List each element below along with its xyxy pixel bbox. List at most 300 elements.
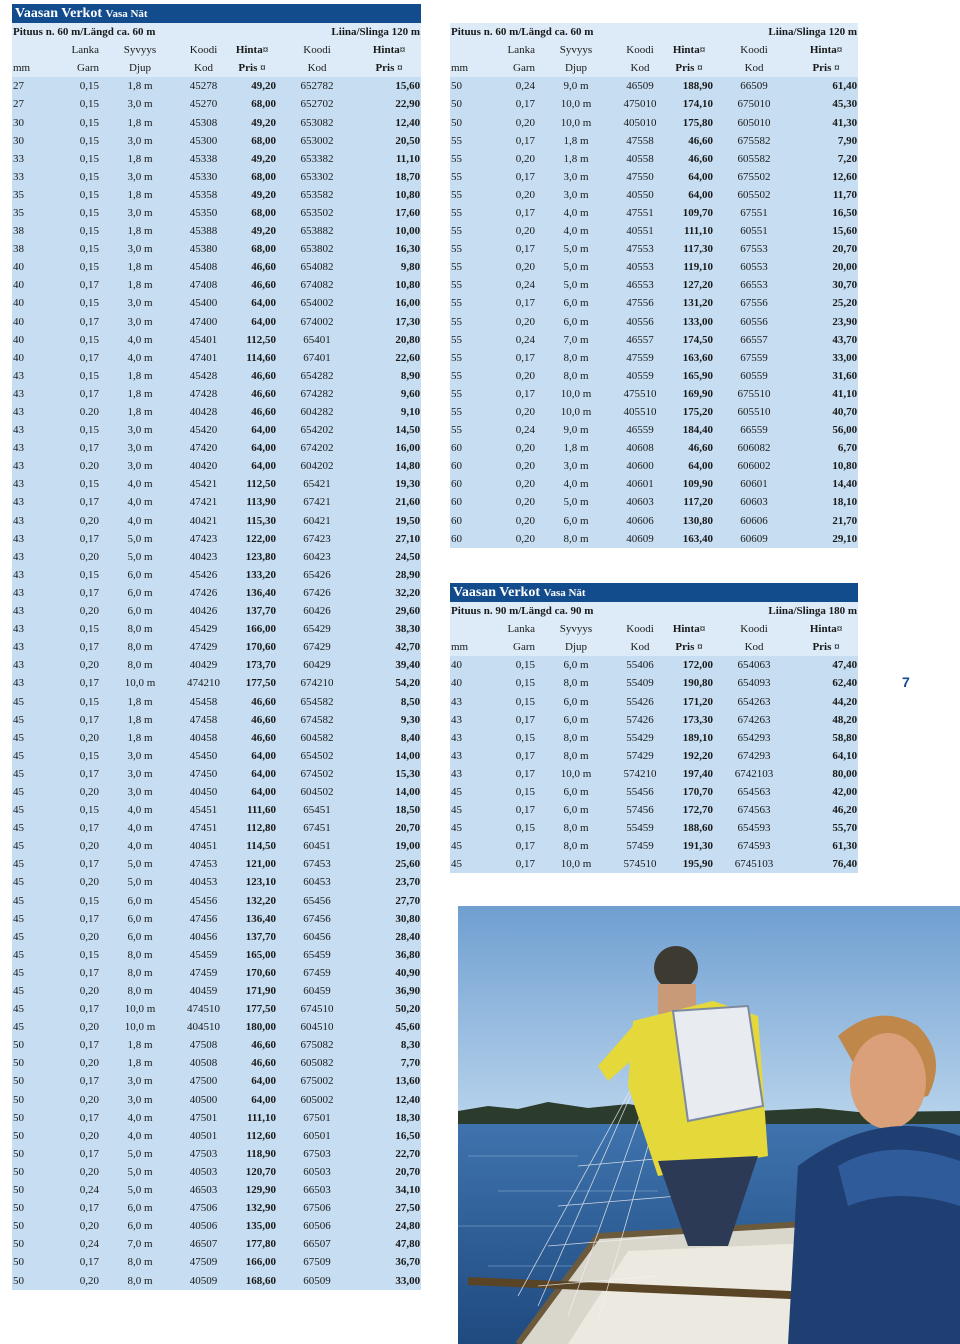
table-cell: 165,90: [664, 367, 714, 385]
table-cell: 45: [12, 1000, 50, 1018]
table-cell: 3,0 m: [536, 168, 616, 186]
table-cell: 5,0 m: [100, 873, 180, 891]
table-cell: 60506: [277, 1217, 357, 1235]
table-cell: 1,8 m: [100, 186, 180, 204]
table-cell: 45388: [180, 222, 227, 240]
table-cell: 113,90: [227, 493, 277, 511]
table-cell: 60556: [714, 313, 794, 331]
table-cell: 137,70: [227, 928, 277, 946]
table-cell: 0,20: [488, 367, 536, 385]
table-row: [450, 294, 858, 312]
table-cell: 6,0 m: [536, 294, 616, 312]
table-cell: 57459: [616, 837, 664, 855]
table-cell: 10,0 m: [100, 1018, 180, 1036]
table-cell: 40426: [180, 602, 227, 620]
table-cell: 43: [450, 765, 488, 783]
table-row: [12, 1091, 421, 1109]
table-cell: 3,0 m: [100, 783, 180, 801]
table-cell: 0,17: [50, 1199, 100, 1217]
table-cell: 475010: [616, 95, 664, 113]
table-cell: 0,17: [488, 711, 536, 729]
table-cell: 64,00: [227, 747, 277, 765]
table-row: [12, 1109, 421, 1127]
table-cell: 1,8 m: [100, 385, 180, 403]
table-cell: 55459: [616, 819, 664, 837]
table-cell: 0,15: [50, 258, 100, 276]
table-cell: 35: [12, 204, 50, 222]
table-cell: 23,90: [794, 313, 858, 331]
table-cell: 46503: [180, 1181, 227, 1199]
table-cell: 15,60: [357, 77, 421, 95]
table-row: [12, 566, 421, 584]
table-cell: 0,15: [50, 747, 100, 765]
table-cell: 123,80: [227, 548, 277, 566]
table-cell: 15,30: [357, 765, 421, 783]
table-cell: 605582: [714, 150, 794, 168]
table-cell: 60551: [714, 222, 794, 240]
table-row: [12, 512, 421, 530]
table-row: [12, 855, 421, 873]
table-cell: 0,15: [488, 819, 536, 837]
table-cell: 7,0 m: [100, 1235, 180, 1253]
table-cell: 47553: [616, 240, 664, 258]
table-cell: 654002: [277, 294, 357, 312]
table-cell: 45450: [180, 747, 227, 765]
table-cell: 14,40: [794, 475, 858, 493]
table-row: [12, 132, 421, 150]
table-cell: 115,30: [227, 512, 277, 530]
table-cell: 43: [12, 584, 50, 602]
table-cell: 11,70: [794, 186, 858, 204]
table-row: [12, 204, 421, 222]
table-cell: 653302: [277, 168, 357, 186]
table-cell: 129,90: [227, 1181, 277, 1199]
table-cell: 4,0 m: [100, 801, 180, 819]
table-cell: 654593: [714, 819, 794, 837]
table-cell: 50,20: [357, 1000, 421, 1018]
table-cell: 405510: [616, 403, 664, 421]
table-cell: 60509: [277, 1271, 357, 1289]
table-cell: 46,20: [794, 801, 858, 819]
table-cell: 67423: [277, 530, 357, 548]
table-cell: 40603: [616, 493, 664, 511]
table-cell: 0,20: [50, 548, 100, 566]
table-cell: 8,0 m: [100, 620, 180, 638]
table-cell: 40453: [180, 873, 227, 891]
table-cell: 135,00: [227, 1217, 277, 1235]
table-cell: 0.20: [50, 457, 100, 475]
table-row: [12, 729, 421, 747]
table-cell: 67503: [277, 1145, 357, 1163]
table-cell: 64,10: [794, 747, 858, 765]
table-cell: 6,0 m: [536, 656, 616, 674]
table-cell: 10,0 m: [536, 765, 616, 783]
table-cell: 40556: [616, 313, 664, 331]
table-cell: 45: [12, 873, 50, 891]
table-cell: 48,20: [794, 711, 858, 729]
table-cell: 8,50: [357, 692, 421, 710]
table-cell: 49,20: [227, 77, 277, 95]
table-cell: 43: [12, 512, 50, 530]
table-cell: 45458: [180, 692, 227, 710]
table-cell: 64,00: [227, 294, 277, 312]
table-cell: 40: [450, 656, 488, 674]
table-cell: 675582: [714, 132, 794, 150]
table-cell: 5,0 m: [536, 240, 616, 258]
table-cell: 18,50: [357, 801, 421, 819]
table-cell: 16,30: [357, 240, 421, 258]
table-cell: 60: [450, 530, 488, 548]
table-row: [12, 656, 421, 674]
table-row: [450, 819, 858, 837]
table-cell: 46,60: [664, 150, 714, 168]
table-cell: 60603: [714, 493, 794, 511]
table-cell: 40: [12, 331, 50, 349]
table-cell: 0.20: [50, 403, 100, 421]
table-cell: 43: [450, 729, 488, 747]
table-cell: 674082: [277, 276, 357, 294]
table-cell: 0,20: [50, 602, 100, 620]
table-cell: 40600: [616, 457, 664, 475]
table-row: [450, 801, 858, 819]
table-cell: 29,60: [357, 602, 421, 620]
table-cell: 11,10: [357, 150, 421, 168]
table-cell: 606002: [714, 457, 794, 475]
table-cell: 60606: [714, 512, 794, 530]
table-cell: 3,0 m: [100, 1072, 180, 1090]
table-cell: 67501: [277, 1109, 357, 1127]
table-cell: 65421: [277, 475, 357, 493]
table-cell: 177,80: [227, 1235, 277, 1253]
table-row: [450, 837, 858, 855]
table-cell: 136,40: [227, 584, 277, 602]
table-cell: 27: [12, 95, 50, 113]
table-cell: 0,17: [488, 294, 536, 312]
table-cell: 49,20: [227, 222, 277, 240]
table-cell: 66553: [714, 276, 794, 294]
table-cell: 16,00: [357, 294, 421, 312]
table-cell: 49,20: [227, 186, 277, 204]
table-cell: 0,20: [50, 1163, 100, 1181]
table-cell: 137,70: [227, 602, 277, 620]
table-cell: 4,0 m: [100, 475, 180, 493]
table-row: [12, 910, 421, 928]
table-cell: 6,0 m: [100, 1217, 180, 1235]
table-cell: 10,80: [357, 276, 421, 294]
table-cell: 45: [450, 855, 488, 873]
table-cell: 67551: [714, 204, 794, 222]
table-cell: 64,00: [227, 783, 277, 801]
table-cell: 3,0 m: [100, 132, 180, 150]
table-row: [12, 964, 421, 982]
table-cell: 40509: [180, 1271, 227, 1289]
table-cell: 67459: [277, 964, 357, 982]
table-cell: 654282: [277, 367, 357, 385]
table-cell: 675510: [714, 385, 794, 403]
table-cell: 45270: [180, 95, 227, 113]
table-cell: 9,60: [357, 385, 421, 403]
table-row: [12, 982, 421, 1000]
table-cell: 3,0 m: [100, 294, 180, 312]
table-cell: 45: [12, 855, 50, 873]
table-cell: 38,30: [357, 620, 421, 638]
table-cell: 1,8 m: [100, 692, 180, 710]
table-cell: 43: [12, 548, 50, 566]
table-cell: 5,0 m: [100, 855, 180, 873]
table-cell: 40559: [616, 367, 664, 385]
table-cell: 55: [450, 240, 488, 258]
length-row: Pituus n. 90 m/Längd ca. 90 m Liina/Slinga 180 m: [450, 602, 858, 620]
table-row: [12, 783, 421, 801]
table-row: [450, 512, 858, 530]
table-cell: 0,15: [50, 566, 100, 584]
table-cell: 45: [12, 982, 50, 1000]
table-row: [12, 113, 421, 131]
table-cell: 0,20: [488, 113, 536, 131]
table-cell: 0,20: [488, 258, 536, 276]
table-cell: 50: [12, 1271, 50, 1289]
table-cell: 45: [12, 692, 50, 710]
table-cell: 5,0 m: [536, 276, 616, 294]
table-cell: 0,20: [50, 1127, 100, 1145]
table-cell: 40601: [616, 475, 664, 493]
table-cell: 43: [12, 620, 50, 638]
table-cell: 133,20: [227, 566, 277, 584]
table-cell: 47420: [180, 439, 227, 457]
table-cell: 1,8 m: [100, 403, 180, 421]
table-cell: 0,15: [50, 892, 100, 910]
table-cell: 67509: [277, 1253, 357, 1271]
table-row: [12, 240, 421, 258]
table-cell: 67506: [277, 1199, 357, 1217]
table-cell: 0,15: [50, 150, 100, 168]
table-row: [12, 493, 421, 511]
table-cell: 60453: [277, 873, 357, 891]
table-cell: 50: [450, 77, 488, 95]
table-cell: 173,70: [227, 656, 277, 674]
table-cell: 45420: [180, 421, 227, 439]
table-cell: 41,30: [794, 113, 858, 131]
table-row: [450, 692, 858, 710]
table-cell: 652702: [277, 95, 357, 113]
table-row: [12, 313, 421, 331]
table-cell: 43: [12, 638, 50, 656]
table-cell: 20,70: [357, 819, 421, 837]
table-cell: 8,0 m: [536, 729, 616, 747]
table-cell: 30: [12, 132, 50, 150]
table-cell: 8,40: [357, 729, 421, 747]
table-cell: 27: [12, 77, 50, 95]
table-cell: 22,60: [357, 349, 421, 367]
table-cell: 40558: [616, 150, 664, 168]
table-cell: 119,10: [664, 258, 714, 276]
table-cell: 46,60: [227, 692, 277, 710]
table-cell: 64,00: [227, 457, 277, 475]
table-cell: 0,24: [488, 421, 536, 439]
table-cell: 46553: [616, 276, 664, 294]
table-row: [450, 530, 858, 548]
table-cell: 184,40: [664, 421, 714, 439]
table-cell: 40429: [180, 656, 227, 674]
table-cell: 50: [12, 1199, 50, 1217]
table-cell: 55: [450, 403, 488, 421]
table-cell: 1,8 m: [100, 222, 180, 240]
table-cell: 50: [12, 1181, 50, 1199]
table-cell: 47423: [180, 530, 227, 548]
table-cell: 45400: [180, 294, 227, 312]
table-cell: 47556: [616, 294, 664, 312]
table-cell: 43: [12, 439, 50, 457]
table-cell: 55429: [616, 729, 664, 747]
table-cell: 55: [450, 204, 488, 222]
table-row: [12, 276, 421, 294]
table-cell: 180,00: [227, 1018, 277, 1036]
table-cell: 1,8 m: [100, 150, 180, 168]
table-row: [12, 1235, 421, 1253]
table-cell: 0,24: [488, 331, 536, 349]
table-cell: 0,20: [488, 439, 536, 457]
table-row: [12, 638, 421, 656]
table-cell: 42,70: [357, 638, 421, 656]
table-cell: 12,40: [357, 1091, 421, 1109]
table-cell: 6,0 m: [100, 910, 180, 928]
table-cell: 474210: [180, 674, 227, 692]
table-row: [450, 222, 858, 240]
table-cell: 0,15: [488, 783, 536, 801]
header-row-sv: mm Garn Djup Kod Pris ¤ Kod Pris ¤: [450, 638, 858, 656]
table-cell: 7,90: [794, 132, 858, 150]
table-cell: 6,0 m: [100, 602, 180, 620]
table-cell: 109,90: [664, 475, 714, 493]
table-cell: 43: [12, 385, 50, 403]
table-cell: 47429: [180, 638, 227, 656]
table-cell: 132,90: [227, 1199, 277, 1217]
table-cell: 28,90: [357, 566, 421, 584]
table-row: [12, 1271, 421, 1289]
table-cell: 43: [12, 475, 50, 493]
table-cell: 1,8 m: [100, 77, 180, 95]
table-cell: 0,17: [50, 674, 100, 692]
table-cell: 45428: [180, 367, 227, 385]
table-cell: 60: [450, 475, 488, 493]
table-cell: 60426: [277, 602, 357, 620]
table-cell: 47506: [180, 1199, 227, 1217]
table-cell: 4,0 m: [100, 349, 180, 367]
table-cell: 130,80: [664, 512, 714, 530]
table-row: [12, 1181, 421, 1199]
table-cell: 121,00: [227, 855, 277, 873]
table-row: [12, 584, 421, 602]
table-cell: 112,60: [227, 1127, 277, 1145]
table-cell: 50: [450, 113, 488, 131]
table-cell: 111,60: [227, 801, 277, 819]
table-cell: 68,00: [227, 204, 277, 222]
table-cell: 45429: [180, 620, 227, 638]
table-cell: 45: [12, 819, 50, 837]
table-cell: 61,40: [794, 77, 858, 95]
table-cell: 3,0 m: [100, 747, 180, 765]
table-cell: 47558: [616, 132, 664, 150]
table-cell: 674582: [277, 711, 357, 729]
table-cell: 170,60: [227, 638, 277, 656]
table-cell: 60: [450, 493, 488, 511]
table-cell: 654063: [714, 656, 794, 674]
table-cell: 0,17: [50, 765, 100, 783]
table-cell: 55409: [616, 674, 664, 692]
table-cell: 405010: [616, 113, 664, 131]
table-row: [450, 439, 858, 457]
table-cell: 14,50: [357, 421, 421, 439]
table-cell: 605502: [714, 186, 794, 204]
table-row: [450, 783, 858, 801]
table-cell: 177,50: [227, 674, 277, 692]
table-cell: 674282: [277, 385, 357, 403]
table-row: [12, 711, 421, 729]
table-cell: 18,70: [357, 168, 421, 186]
table-cell: 8,0 m: [536, 674, 616, 692]
table-cell: 8,30: [357, 1036, 421, 1054]
table-cell: 35: [12, 186, 50, 204]
table-cell: 19,30: [357, 475, 421, 493]
table-cell: 46,60: [227, 403, 277, 421]
table-cell: 45308: [180, 113, 227, 131]
table-cell: 654563: [714, 783, 794, 801]
table-cell: 40503: [180, 1163, 227, 1181]
table-row: [450, 656, 858, 674]
table-cell: 10,0 m: [536, 403, 616, 421]
table-cell: 60559: [714, 367, 794, 385]
table-row: [12, 530, 421, 548]
table-cell: 30,70: [794, 276, 858, 294]
table-row: [12, 258, 421, 276]
table-cell: 114,60: [227, 349, 277, 367]
table-cell: 50: [12, 1145, 50, 1163]
table-cell: 1,8 m: [536, 439, 616, 457]
table-cell: 6,0 m: [100, 1199, 180, 1217]
table-cell: 45278: [180, 77, 227, 95]
table-row: [12, 892, 421, 910]
table-cell: 49,20: [227, 150, 277, 168]
table-cell: 68,00: [227, 132, 277, 150]
table-cell: 3,0 m: [100, 168, 180, 186]
table-row: [450, 855, 858, 873]
table-row: [12, 1000, 421, 1018]
table-cell: 574510: [616, 855, 664, 873]
table-cell: 8,0 m: [536, 367, 616, 385]
table-cell: 40428: [180, 403, 227, 421]
table-cell: 8,0 m: [100, 656, 180, 674]
table-cell: 674510: [277, 1000, 357, 1018]
table-cell: 0,15: [50, 186, 100, 204]
table-cell: 20,00: [794, 258, 858, 276]
table-cell: 197,40: [664, 765, 714, 783]
table-cell: 47451: [180, 819, 227, 837]
table-cell: 0,20: [50, 928, 100, 946]
table-cell: 47503: [180, 1145, 227, 1163]
table-cell: 17,30: [357, 313, 421, 331]
table-cell: 0,20: [488, 512, 536, 530]
table-cell: 169,90: [664, 385, 714, 403]
table-cell: 47,80: [357, 1235, 421, 1253]
table-cell: 112,50: [227, 475, 277, 493]
table-cell: 43: [450, 747, 488, 765]
table-cell: 674593: [714, 837, 794, 855]
table-cell: 60451: [277, 837, 357, 855]
table-cell: 0,17: [50, 1109, 100, 1127]
table-row: [12, 150, 421, 168]
table-cell: 67451: [277, 819, 357, 837]
table-cell: 0,15: [50, 331, 100, 349]
